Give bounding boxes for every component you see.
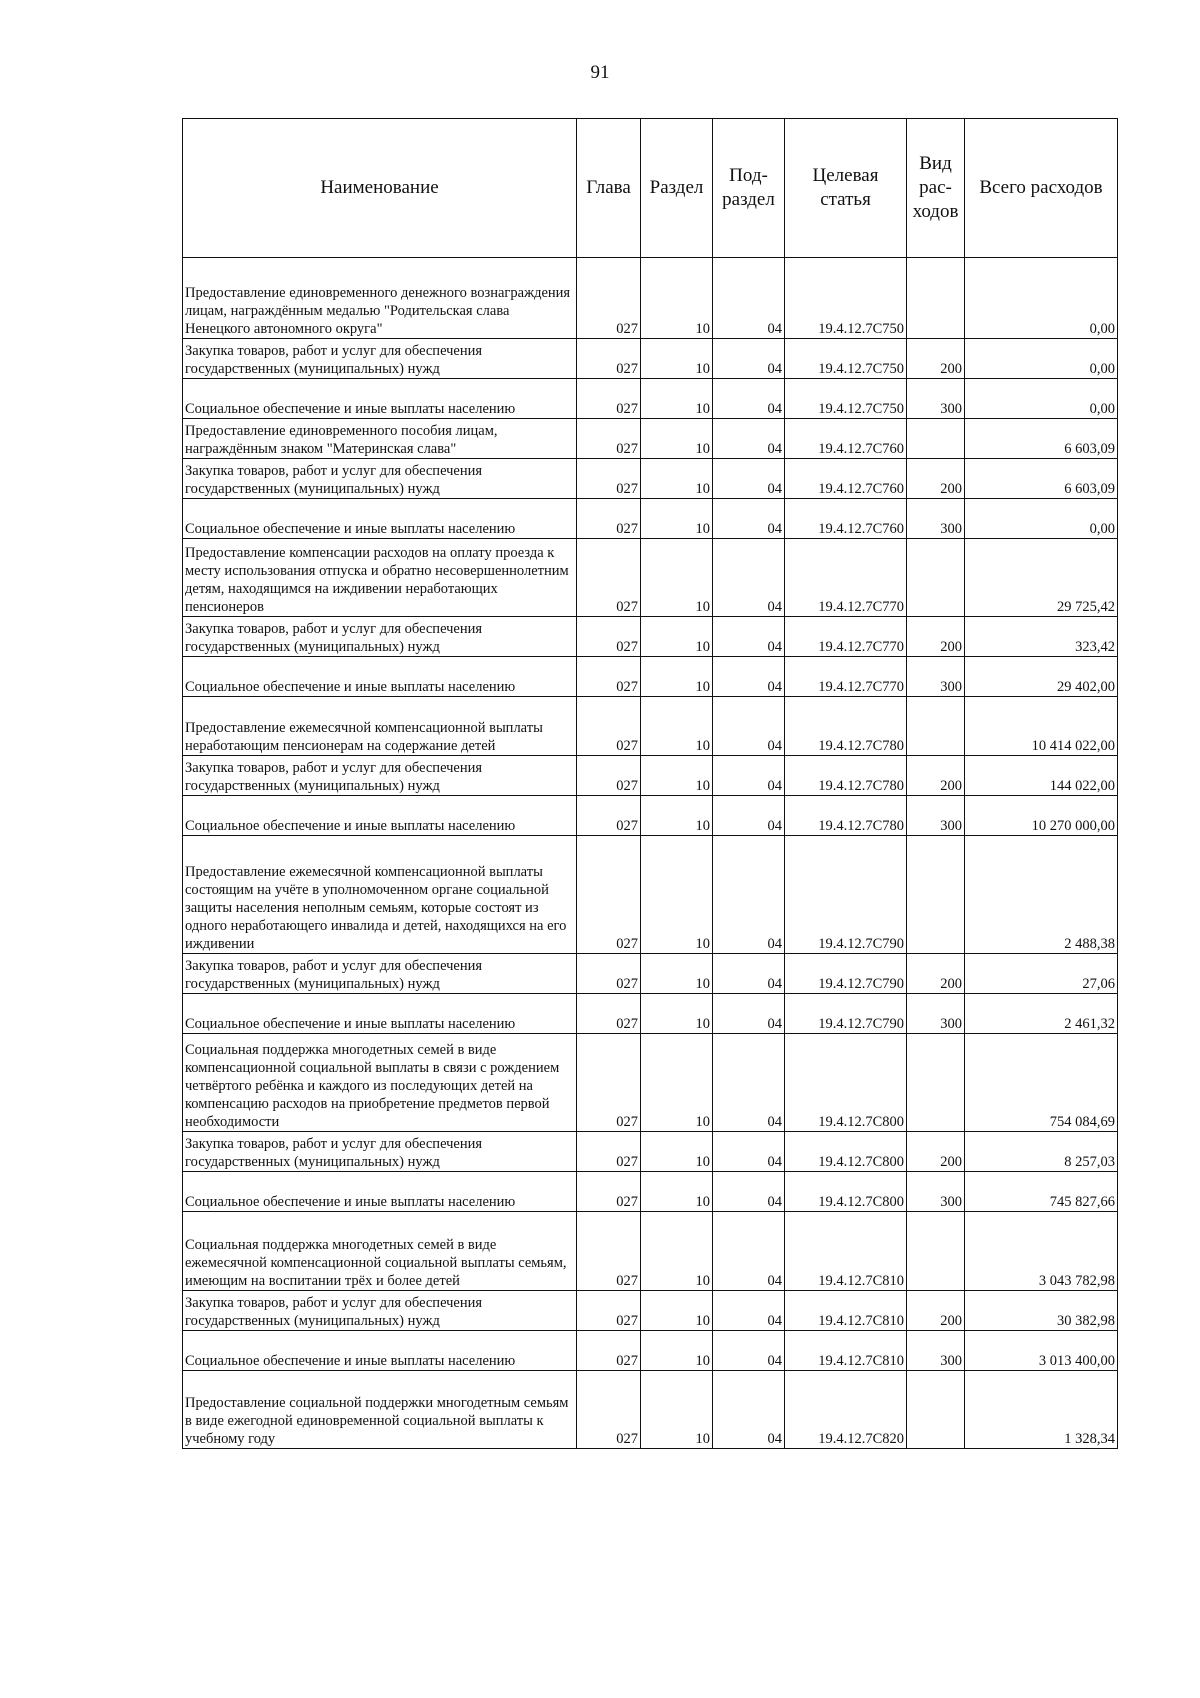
- table-row: [183, 1371, 1118, 1449]
- table-row: [183, 836, 1118, 954]
- row-target-article: 19.4.12.7С780: [785, 697, 907, 756]
- row-section: 10: [641, 657, 713, 697]
- row-section: 10: [641, 756, 713, 796]
- row-subsection: 04: [713, 697, 785, 756]
- row-total: 27,06: [965, 954, 1118, 994]
- row-subsection: 04: [713, 1291, 785, 1331]
- row-section: 10: [641, 954, 713, 994]
- row-expense-kind: [907, 1212, 965, 1291]
- row-name: Предоставление компенсации расходов на оплату проезда к месту использования отпуска и обратно несовершеннолетним детям, находящимся на иждивении неработающих пенсионеров: [183, 539, 577, 617]
- row-chapter: 027: [577, 379, 641, 419]
- row-section: 10: [641, 258, 713, 339]
- row-total: 1 328,34: [965, 1371, 1118, 1449]
- row-name: Социальное обеспечение и иные выплаты населению: [183, 796, 577, 836]
- header-chapter: Глава: [577, 119, 641, 258]
- row-total: 144 022,00: [965, 756, 1118, 796]
- row-chapter: 027: [577, 617, 641, 657]
- table-row: [183, 657, 1118, 697]
- row-section: 10: [641, 539, 713, 617]
- row-subsection: 04: [713, 617, 785, 657]
- page-number: 91: [590, 62, 610, 83]
- row-total: 745 827,66: [965, 1172, 1118, 1212]
- row-subsection: 04: [713, 657, 785, 697]
- row-total: 29 725,42: [965, 539, 1118, 617]
- row-target-article: 19.4.12.7С770: [785, 617, 907, 657]
- row-subsection: 04: [713, 796, 785, 836]
- row-section: 10: [641, 1331, 713, 1371]
- row-chapter: 027: [577, 836, 641, 954]
- header-subsection: Под- раздел: [713, 119, 785, 258]
- row-expense-kind: 200: [907, 339, 965, 379]
- row-name: Закупка товаров, работ и услуг для обеспечения государственных (муниципальных) нужд: [183, 459, 577, 499]
- row-total: 2 461,32: [965, 994, 1118, 1034]
- row-expense-kind: 300: [907, 499, 965, 539]
- row-expense-kind: [907, 539, 965, 617]
- row-subsection: 04: [713, 836, 785, 954]
- row-section: 10: [641, 1371, 713, 1449]
- row-subsection: 04: [713, 954, 785, 994]
- table-row: [183, 954, 1118, 994]
- row-subsection: 04: [713, 539, 785, 617]
- row-name: Закупка товаров, работ и услуг для обеспечения государственных (муниципальных) нужд: [183, 339, 577, 379]
- row-expense-kind: 300: [907, 1331, 965, 1371]
- table-row: [183, 1034, 1118, 1132]
- row-name: Предоставление ежемесячной компенсационной выплаты состоящим на учёте в уполномоченном органе социальной защиты населения неполным семьям, которые состоят из одного неработающего инвалида и детей, находящихся на его иждивении: [183, 836, 577, 954]
- row-expense-kind: [907, 1371, 965, 1449]
- row-expense-kind: [907, 258, 965, 339]
- row-name: Закупка товаров, работ и услуг для обеспечения государственных (муниципальных) нужд: [183, 954, 577, 994]
- row-chapter: 027: [577, 697, 641, 756]
- row-target-article: 19.4.12.7С780: [785, 756, 907, 796]
- row-expense-kind: 300: [907, 994, 965, 1034]
- row-target-article: 19.4.12.7С790: [785, 994, 907, 1034]
- row-target-article: 19.4.12.7С750: [785, 258, 907, 339]
- row-section: 10: [641, 1132, 713, 1172]
- row-subsection: 04: [713, 1172, 785, 1212]
- table-row: [183, 379, 1118, 419]
- row-expense-kind: [907, 697, 965, 756]
- row-target-article: 19.4.12.7С750: [785, 379, 907, 419]
- row-subsection: 04: [713, 258, 785, 339]
- row-chapter: 027: [577, 1132, 641, 1172]
- row-section: 10: [641, 499, 713, 539]
- row-subsection: 04: [713, 1132, 785, 1172]
- header-target: Целевая статья: [785, 119, 907, 258]
- row-name: Социальное обеспечение и иные выплаты населению: [183, 994, 577, 1034]
- row-name: Социальное обеспечение и иные выплаты населению: [183, 1331, 577, 1371]
- row-name: Предоставление социальной поддержки многодетным семьям в виде ежегодной единовременной социальной выплаты к учебному году: [183, 1371, 577, 1449]
- row-expense-kind: [907, 836, 965, 954]
- row-subsection: 04: [713, 1034, 785, 1132]
- row-target-article: 19.4.12.7С790: [785, 836, 907, 954]
- table-row: [183, 339, 1118, 379]
- table-row: [183, 994, 1118, 1034]
- row-chapter: 027: [577, 1212, 641, 1291]
- row-subsection: 04: [713, 994, 785, 1034]
- table-row: [183, 1212, 1118, 1291]
- row-name: Предоставление единовременного пособия лицам, награждённым знаком "Материнская слава": [183, 419, 577, 459]
- row-expense-kind: 200: [907, 954, 965, 994]
- row-total: 0,00: [965, 339, 1118, 379]
- row-section: 10: [641, 697, 713, 756]
- row-name: Социальная поддержка многодетных семей в виде компенсационной социальной выплаты в связи с рождением четвёртого ребёнка и каждого из последующих детей на компенсацию расходов на приобретение предметов первой необходимости: [183, 1034, 577, 1132]
- row-name: Социальное обеспечение и иные выплаты населению: [183, 379, 577, 419]
- row-chapter: 027: [577, 339, 641, 379]
- row-total: 754 084,69: [965, 1034, 1118, 1132]
- row-total: 2 488,38: [965, 836, 1118, 954]
- row-total: 6 603,09: [965, 419, 1118, 459]
- row-chapter: 027: [577, 994, 641, 1034]
- row-chapter: 027: [577, 954, 641, 994]
- table-row: [183, 796, 1118, 836]
- header-total: Всего расходов: [965, 119, 1118, 258]
- header-section: Раздел: [641, 119, 713, 258]
- table-row: [183, 697, 1118, 756]
- table-row: [183, 1172, 1118, 1212]
- row-expense-kind: [907, 419, 965, 459]
- row-name: Социальное обеспечение и иные выплаты населению: [183, 657, 577, 697]
- row-chapter: 027: [577, 1371, 641, 1449]
- row-name: Предоставление единовременного денежного вознаграждения лицам, награждённым медалью "Родительская слава Ненецкого автономного округа": [183, 258, 577, 339]
- header-name: Наименование: [183, 119, 577, 258]
- row-chapter: 027: [577, 499, 641, 539]
- table-row: [183, 1132, 1118, 1172]
- row-chapter: 027: [577, 1172, 641, 1212]
- row-name: Закупка товаров, работ и услуг для обеспечения государственных (муниципальных) нужд: [183, 1291, 577, 1331]
- row-expense-kind: 200: [907, 1132, 965, 1172]
- row-total: 0,00: [965, 499, 1118, 539]
- row-target-article: 19.4.12.7С760: [785, 419, 907, 459]
- row-target-article: 19.4.12.7С750: [785, 339, 907, 379]
- row-section: 10: [641, 1034, 713, 1132]
- row-target-article: 19.4.12.7С770: [785, 657, 907, 697]
- row-chapter: 027: [577, 756, 641, 796]
- row-chapter: 027: [577, 419, 641, 459]
- row-chapter: 027: [577, 459, 641, 499]
- row-name: Закупка товаров, работ и услуг для обеспечения государственных (муниципальных) нужд: [183, 1132, 577, 1172]
- row-total: 3 043 782,98: [965, 1212, 1118, 1291]
- table-row: [183, 756, 1118, 796]
- row-total: 29 402,00: [965, 657, 1118, 697]
- row-total: 30 382,98: [965, 1291, 1118, 1331]
- row-expense-kind: 300: [907, 379, 965, 419]
- table-header-row: [183, 119, 1118, 258]
- row-section: 10: [641, 1172, 713, 1212]
- row-total: 0,00: [965, 379, 1118, 419]
- row-name: Социальное обеспечение и иные выплаты населению: [183, 1172, 577, 1212]
- row-name: Закупка товаров, работ и услуг для обеспечения государственных (муниципальных) нужд: [183, 617, 577, 657]
- table-row: [183, 459, 1118, 499]
- row-target-article: 19.4.12.7С760: [785, 459, 907, 499]
- row-expense-kind: 200: [907, 756, 965, 796]
- row-total: 8 257,03: [965, 1132, 1118, 1172]
- table-row: [183, 1331, 1118, 1371]
- row-name: Предоставление ежемесячной компенсационной выплаты неработающим пенсионерам на содержание детей: [183, 697, 577, 756]
- row-total: 0,00: [965, 258, 1118, 339]
- row-chapter: 027: [577, 258, 641, 339]
- row-target-article: 19.4.12.7С810: [785, 1212, 907, 1291]
- table-row: [183, 1291, 1118, 1331]
- row-section: 10: [641, 1212, 713, 1291]
- row-target-article: 19.4.12.7С800: [785, 1172, 907, 1212]
- row-expense-kind: 200: [907, 459, 965, 499]
- row-target-article: 19.4.12.7С770: [785, 539, 907, 617]
- row-name: Закупка товаров, работ и услуг для обеспечения государственных (муниципальных) нужд: [183, 756, 577, 796]
- row-subsection: 04: [713, 339, 785, 379]
- row-target-article: 19.4.12.7С810: [785, 1331, 907, 1371]
- row-expense-kind: 300: [907, 796, 965, 836]
- row-section: 10: [641, 379, 713, 419]
- row-section: 10: [641, 459, 713, 499]
- row-total: 6 603,09: [965, 459, 1118, 499]
- row-target-article: 19.4.12.7С810: [785, 1291, 907, 1331]
- row-target-article: 19.4.12.7С760: [785, 499, 907, 539]
- row-section: 10: [641, 339, 713, 379]
- row-expense-kind: 300: [907, 1172, 965, 1212]
- row-expense-kind: 200: [907, 1291, 965, 1331]
- row-chapter: 027: [577, 1331, 641, 1371]
- row-target-article: 19.4.12.7С800: [785, 1132, 907, 1172]
- row-name: Социальная поддержка многодетных семей в виде ежемесячной компенсационной социальной выплаты семьям, имеющим на воспитании трёх и более детей: [183, 1212, 577, 1291]
- row-subsection: 04: [713, 1371, 785, 1449]
- row-subsection: 04: [713, 379, 785, 419]
- row-total: 3 013 400,00: [965, 1331, 1118, 1371]
- row-section: 10: [641, 419, 713, 459]
- row-total: 10 270 000,00: [965, 796, 1118, 836]
- row-target-article: 19.4.12.7С790: [785, 954, 907, 994]
- row-chapter: 027: [577, 1034, 641, 1132]
- row-name: Социальное обеспечение и иные выплаты населению: [183, 499, 577, 539]
- row-chapter: 027: [577, 657, 641, 697]
- row-section: 10: [641, 1291, 713, 1331]
- row-expense-kind: 300: [907, 657, 965, 697]
- row-subsection: 04: [713, 756, 785, 796]
- table-row: [183, 258, 1118, 339]
- row-section: 10: [641, 617, 713, 657]
- row-chapter: 027: [577, 796, 641, 836]
- row-section: 10: [641, 836, 713, 954]
- row-total: 10 414 022,00: [965, 697, 1118, 756]
- row-subsection: 04: [713, 499, 785, 539]
- row-target-article: 19.4.12.7С800: [785, 1034, 907, 1132]
- table-row: [183, 539, 1118, 617]
- row-subsection: 04: [713, 1331, 785, 1371]
- row-expense-kind: [907, 1034, 965, 1132]
- budget-table: [182, 118, 1118, 1449]
- header-kind: Вид рас- ходов: [907, 119, 965, 258]
- row-section: 10: [641, 796, 713, 836]
- row-chapter: 027: [577, 539, 641, 617]
- table-row: [183, 419, 1118, 459]
- row-chapter: 027: [577, 1291, 641, 1331]
- row-total: 323,42: [965, 617, 1118, 657]
- row-target-article: 19.4.12.7С780: [785, 796, 907, 836]
- row-target-article: 19.4.12.7С820: [785, 1371, 907, 1449]
- row-subsection: 04: [713, 459, 785, 499]
- table-row: [183, 617, 1118, 657]
- row-expense-kind: 200: [907, 617, 965, 657]
- row-section: 10: [641, 994, 713, 1034]
- row-subsection: 04: [713, 419, 785, 459]
- row-subsection: 04: [713, 1212, 785, 1291]
- table-row: [183, 499, 1118, 539]
